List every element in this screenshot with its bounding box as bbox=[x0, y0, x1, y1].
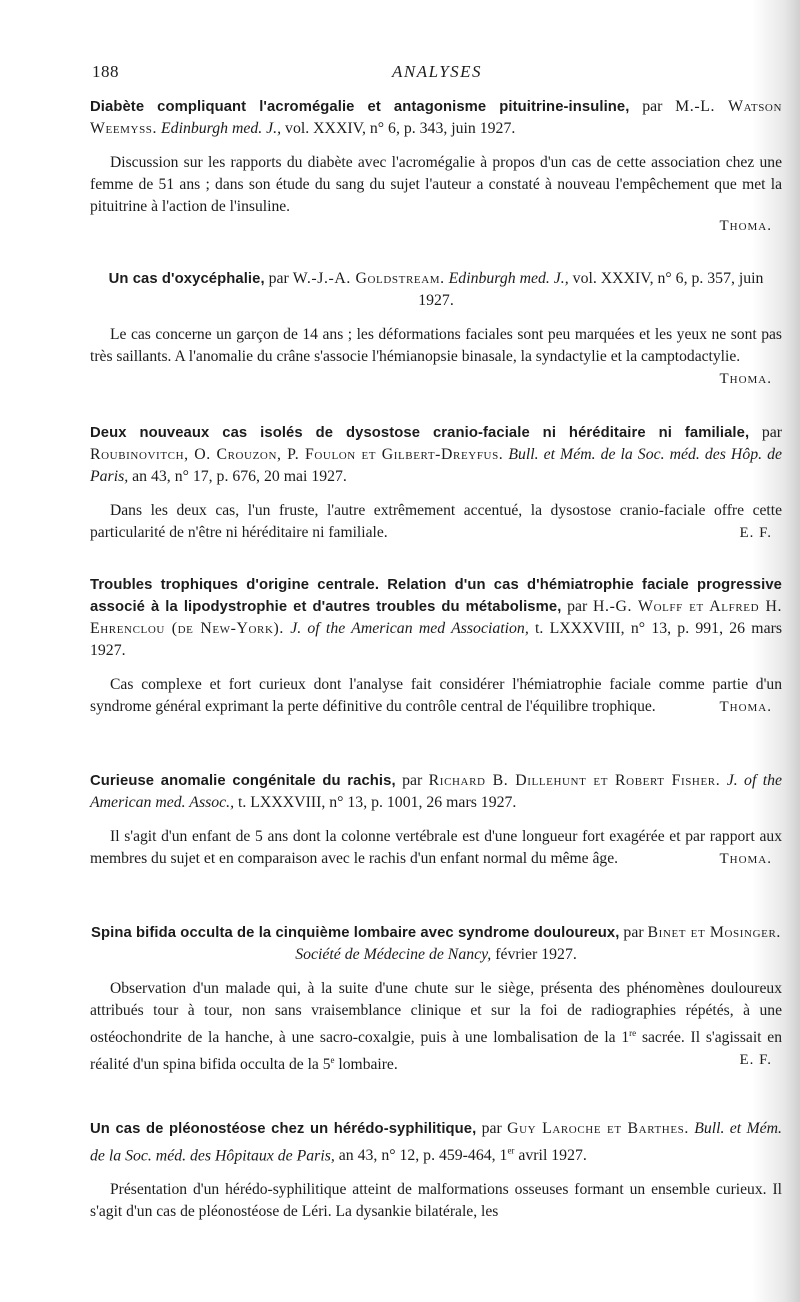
article-acromegalie bbox=[90, 96, 782, 235]
abstract-text: Discussion sur les rapports du diabète avec l'acromégalie à propos d'un cas de cette association chez une femme de 51 ans ; dans son étude du sang du sujet l'auteur a constaté à nouveau l'empêchement que met la pituitrine à l'action de l'insuline. bbox=[90, 154, 782, 215]
abstract-body: Cas complexe et fort curieux dont l'analyse fait considérer l'hémiatrophie faciale comme partie d'un syndrome général exprimant la perte définitive du contrôle central de l'équilibre trophique. bbox=[90, 676, 782, 715]
title-text: Diabète compliquant l'acromégalie et antagonisme pituitrine-insuline, bbox=[90, 99, 630, 115]
page-number: 188 bbox=[92, 62, 119, 81]
by-word: par bbox=[402, 772, 423, 789]
authors: Guy Laroche et Barthes. bbox=[507, 1120, 689, 1137]
by-word: par bbox=[761, 424, 783, 441]
reference-part: an 43, n° 12, p. 459-464, 1 bbox=[338, 1147, 508, 1165]
by-word: par bbox=[481, 1120, 502, 1137]
signature: E. F. bbox=[739, 1052, 772, 1069]
by-word: par bbox=[268, 270, 289, 287]
title-text: Curieuse anomalie congénitale du rachis, bbox=[90, 773, 396, 789]
by-word: par bbox=[642, 98, 663, 115]
signature: Thoma. bbox=[719, 851, 772, 867]
abstract-text bbox=[90, 500, 782, 544]
abstract-body-part: lombaire. bbox=[334, 1056, 398, 1074]
journal: Edinburgh med. J., bbox=[161, 120, 282, 137]
reference: an 43, n° 17, p. 676, 20 mai 1927. bbox=[132, 468, 347, 485]
article-title bbox=[90, 922, 782, 966]
superscript: re bbox=[629, 1028, 637, 1038]
authors: Roubinovitch, O. Crouzon, P. Foulon et Gilbert-Dreyfus. bbox=[90, 446, 504, 463]
reference: t. LXXXVIII, n° 13, p. 1001, 26 mars 1927. bbox=[238, 794, 517, 811]
article-rachis bbox=[90, 770, 782, 870]
article-title bbox=[90, 574, 782, 662]
reference: t. LXXXVIII, n° 13, p. 991, 26 mars 1927. bbox=[90, 620, 783, 659]
journal: J. of the American med. Assoc., bbox=[90, 772, 783, 811]
signature: E. F. bbox=[739, 525, 772, 541]
authors: M.-L. Watson Weemyss. bbox=[90, 98, 783, 137]
by-word: par bbox=[623, 924, 644, 941]
authors: H.-G. Wolff et Alfred H. Ehrenclou (de New-York). bbox=[90, 598, 782, 637]
reference bbox=[339, 1147, 587, 1164]
journal: J. of the American med Association, bbox=[290, 620, 529, 637]
article-title bbox=[90, 422, 782, 488]
abstract-body-part: Observation d'un malade qui, à la suite d'une chute sur le siège, présenta des phénomènes douloureux attribués tour à tour, non sans vraisemblance clinique et sur la foi de radiographies répétés, à une ostéochondrite de la hanche, à une sacro-coxalgie, puis à une lombalisation de la 1 bbox=[90, 980, 782, 1047]
running-title: ANALYSES bbox=[391, 62, 483, 81]
journal: Bull. et Mém. de la Soc. méd. des Hôpitaux de Paris, bbox=[90, 1120, 782, 1165]
journal: Bull. et Mém. de la Soc. méd. des Hôp. de Paris, bbox=[90, 446, 782, 485]
abstract-body: Il s'agit d'un enfant de 5 ans dont la colonne vertébrale est d'une longueur fort exagérée et par rapport aux membres du sujet et en comparaison avec le rachis d'un enfant normal du même âge. bbox=[90, 828, 782, 867]
article-dysostose bbox=[90, 422, 782, 544]
abstract-text bbox=[90, 826, 782, 870]
article-title bbox=[90, 1118, 782, 1167]
reference: vol. XXXIV, n° 6, p. 343, juin 1927. bbox=[285, 120, 516, 137]
abstract-text: Présentation d'un hérédo-syphilitique atteint de malformations osseuses formant un ensemble curieux. Il s'agit d'un cas de pléonostéose de Léri. La dysankie bilatérale, les bbox=[90, 1181, 782, 1221]
authors: Binet et Mosinger. bbox=[647, 924, 781, 941]
title-text: Un cas d'oxycéphalie, bbox=[108, 271, 265, 287]
title-text: Spina bifida occulta de la cinquième lombaire avec syndrome douloureux, bbox=[91, 925, 620, 941]
abstract-text bbox=[90, 324, 782, 387]
article-title bbox=[90, 96, 782, 140]
page-header bbox=[92, 62, 782, 86]
signature: Thoma. bbox=[719, 218, 772, 234]
superscript: er bbox=[507, 1146, 515, 1156]
reference-part: avril 1927. bbox=[514, 1147, 587, 1165]
title-text: Troubles trophiques d'origine centrale. Relation d'un cas d'hémiatrophie faciale progressive associé à la lipodystrophie et d'autres troubles du métabolisme, bbox=[90, 577, 782, 615]
abstract-body: Dans les deux cas, l'un fruste, l'autre extrêmement accentué, la dysostose cranio-faciale offre cette particularité de n'être ni héréditaire ni familiale. bbox=[90, 502, 782, 541]
title-text: Deux nouveaux cas isolés de dysostose cranio-faciale ni héréditaire ni familiale, bbox=[90, 425, 750, 441]
article-title bbox=[90, 268, 782, 312]
signature: Thoma. bbox=[719, 371, 772, 387]
abstract-body-part: sacrée. Il s'agissait en réalité d'un spina bifida occulta de la 5 bbox=[90, 1029, 782, 1074]
abstract-body: Le cas concerne un garçon de 14 ans ; les déformations faciales sont peu marquées et les yeux ne sont pas très saillants. A l'anomalie du crâne s'associe l'hémianopsie binasale, la syndactylie et la camptodactylie. bbox=[90, 326, 782, 365]
authors: W.-J.-A. Goldstream. bbox=[292, 270, 445, 287]
superscript: e bbox=[330, 1055, 335, 1066]
journal: Société de Médecine de Nancy, bbox=[295, 946, 492, 963]
article-hemiatrophie bbox=[90, 574, 782, 718]
title-text: Un cas de pléonostéose chez un hérédo-syphilitique, bbox=[90, 1121, 477, 1137]
reference: vol. XXXIV, n° 6, p. 357, juin 1927. bbox=[418, 270, 764, 309]
abstract-text bbox=[90, 978, 782, 1076]
article-pleonosteose bbox=[90, 1118, 782, 1223]
article-title bbox=[90, 770, 782, 814]
abstract-text bbox=[90, 674, 782, 718]
journal: Edinburgh med. J., bbox=[448, 270, 569, 287]
reference: février 1927. bbox=[495, 946, 577, 963]
by-word: par bbox=[567, 598, 588, 615]
authors: Richard B. Dillehunt et Robert Fisher. bbox=[428, 772, 721, 789]
article-oxycephalie bbox=[90, 268, 782, 390]
signature: Thoma. bbox=[719, 699, 772, 715]
article-spina-bifida bbox=[90, 922, 782, 1076]
